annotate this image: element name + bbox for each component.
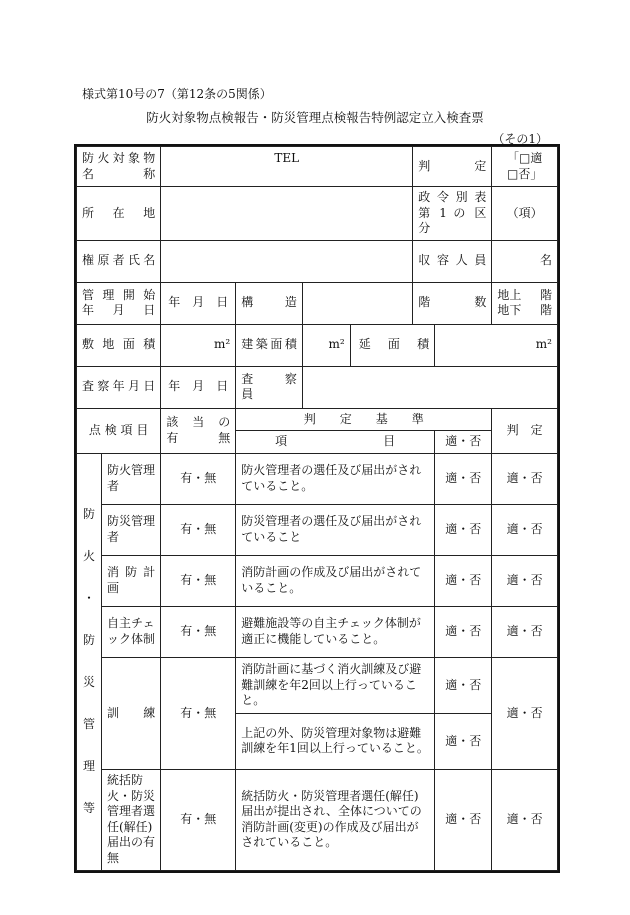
- ordinance-value[interactable]: （項）: [492, 187, 558, 241]
- criteria-text: 防災管理者の選任及び届出がされていること: [236, 504, 435, 555]
- criteria-text: 統括防火・防災管理者選任(解任)届出が提出され、全体についての消防計画(変更)の作成及び届出がされていること。: [236, 769, 435, 870]
- mgmt-start-date[interactable]: 年 月 日: [161, 282, 236, 324]
- presence-field[interactable]: 有・無: [161, 769, 236, 870]
- judgment-header: 判 定: [492, 408, 558, 453]
- location-label: 所 在 地: [77, 187, 161, 241]
- form-title: 防火対象物点検報告・防災管理点検報告特例認定立入検査票: [146, 110, 484, 125]
- form-number: 様式第10号の7（第12条の5関係）: [82, 87, 272, 101]
- item-name: 消 防 計 画: [101, 555, 160, 606]
- inspector-field[interactable]: [302, 366, 557, 408]
- location-row: [77, 187, 558, 241]
- inspector-label: 査 察 員: [236, 366, 303, 408]
- criteria-header: 判 定 基 準: [236, 408, 492, 431]
- applicable-header: 該 当 の 有 無: [161, 408, 236, 453]
- criteria-text: 避難施設等の自主チェック体制が適正に機能していること。: [236, 606, 435, 657]
- site-area-label: 敷 地 面 積: [77, 324, 161, 366]
- mgmt-start-row: [77, 282, 558, 324]
- criteria-text: 消防計画の作成及び届出がされていること。: [236, 555, 435, 606]
- judgment-value[interactable]: 「□適 □否」: [492, 147, 558, 187]
- object-name-label: 防火対象物 名 称: [77, 147, 161, 187]
- inspection-date-field[interactable]: 年 月 日: [161, 366, 236, 408]
- presence-field[interactable]: 有・無: [161, 555, 236, 606]
- item-name: 自主チェック体制: [101, 606, 160, 657]
- presence-field[interactable]: 有・無: [161, 606, 236, 657]
- inspection-date-label: 査察年月日: [77, 366, 161, 408]
- criteria-ok-field[interactable]: 適・否: [435, 555, 492, 606]
- owner-field[interactable]: [161, 240, 413, 282]
- structure-label: 構 造: [236, 282, 303, 324]
- building-area-field[interactable]: m²: [302, 324, 350, 366]
- criteria-ok-field[interactable]: 適・否: [435, 606, 492, 657]
- floors-label: 階 数: [413, 282, 492, 324]
- criteria-text: 防火管理者の選任及び届出がされていること。: [236, 453, 435, 504]
- object-name-field[interactable]: [161, 147, 413, 187]
- criteria-ok-field[interactable]: 適・否: [435, 657, 492, 713]
- criteria-text: 上記の外、防災管理対象物は避難訓練を年1回以上行っていること。: [236, 713, 435, 769]
- owner-label: 権原者氏名: [77, 240, 161, 282]
- table-row: [77, 769, 558, 870]
- criteria-ok-field[interactable]: 適・否: [435, 769, 492, 870]
- presence-field[interactable]: 有・無: [161, 657, 236, 769]
- judgment-field[interactable]: 適・否: [492, 453, 558, 504]
- area-row: [77, 324, 558, 366]
- judgment-field[interactable]: 適・否: [492, 504, 558, 555]
- criteria-ok-header: 適・否: [435, 431, 492, 454]
- presence-field[interactable]: 有・無: [161, 504, 236, 555]
- presence-field[interactable]: 有・無: [161, 453, 236, 504]
- judgment-field[interactable]: 適・否: [492, 606, 558, 657]
- floors-field[interactable]: 地上 階 地下 階: [492, 282, 558, 324]
- table-row: [77, 555, 558, 606]
- criteria-ok-field[interactable]: 適・否: [435, 713, 492, 769]
- location-field[interactable]: [161, 187, 413, 241]
- item-header: 点 検 項 目: [77, 408, 161, 453]
- building-area-label: 建築面積: [236, 324, 303, 366]
- site-area-field[interactable]: m²: [161, 324, 236, 366]
- owner-row: [77, 240, 558, 282]
- judgment-field[interactable]: 適・否: [492, 769, 558, 870]
- inspection-date-row: [77, 366, 558, 408]
- structure-field[interactable]: [302, 282, 412, 324]
- item-name: 統括防火・防災管理者選任(解任)届出の有無: [101, 769, 160, 870]
- total-floor-area-label: 延 面 積: [350, 324, 434, 366]
- total-floor-area-field[interactable]: m²: [435, 324, 558, 366]
- judgment-field[interactable]: 適・否: [492, 555, 558, 606]
- capacity-field[interactable]: 名: [492, 240, 558, 282]
- table-row: [77, 657, 558, 713]
- table-row: [77, 453, 558, 504]
- tel-label: TEL: [274, 151, 300, 165]
- mgmt-start-label: 管 理 開 始 年 月 日: [77, 282, 161, 324]
- item-name: 防災管理者: [101, 504, 160, 555]
- capacity-label: 収 容 人 員: [413, 240, 492, 282]
- category-column: 防 火 ・ 防 災 管 理 等: [77, 453, 102, 870]
- table-row: [77, 504, 558, 555]
- part-label: （その1）: [492, 132, 548, 146]
- item-name: 訓 練: [101, 657, 160, 769]
- criteria-header-row: [77, 408, 558, 431]
- ordinance-label: 政 令 別 表 第 1 の 区 分: [413, 187, 492, 241]
- criteria-ok-field[interactable]: 適・否: [435, 453, 492, 504]
- criteria-item-header: 項 目: [236, 431, 435, 454]
- judgment-label: 判 定: [413, 147, 492, 187]
- judgment-field[interactable]: 適・否: [492, 657, 558, 769]
- criteria-ok-field[interactable]: 適・否: [435, 504, 492, 555]
- item-name: 防火管理者: [101, 453, 160, 504]
- table-row: [77, 606, 558, 657]
- object-name-row: [77, 147, 558, 187]
- inspection-table: [76, 146, 558, 871]
- criteria-text: 消防計画に基づく消火訓練及び避難訓練を年2回以上行っていること。: [236, 657, 435, 713]
